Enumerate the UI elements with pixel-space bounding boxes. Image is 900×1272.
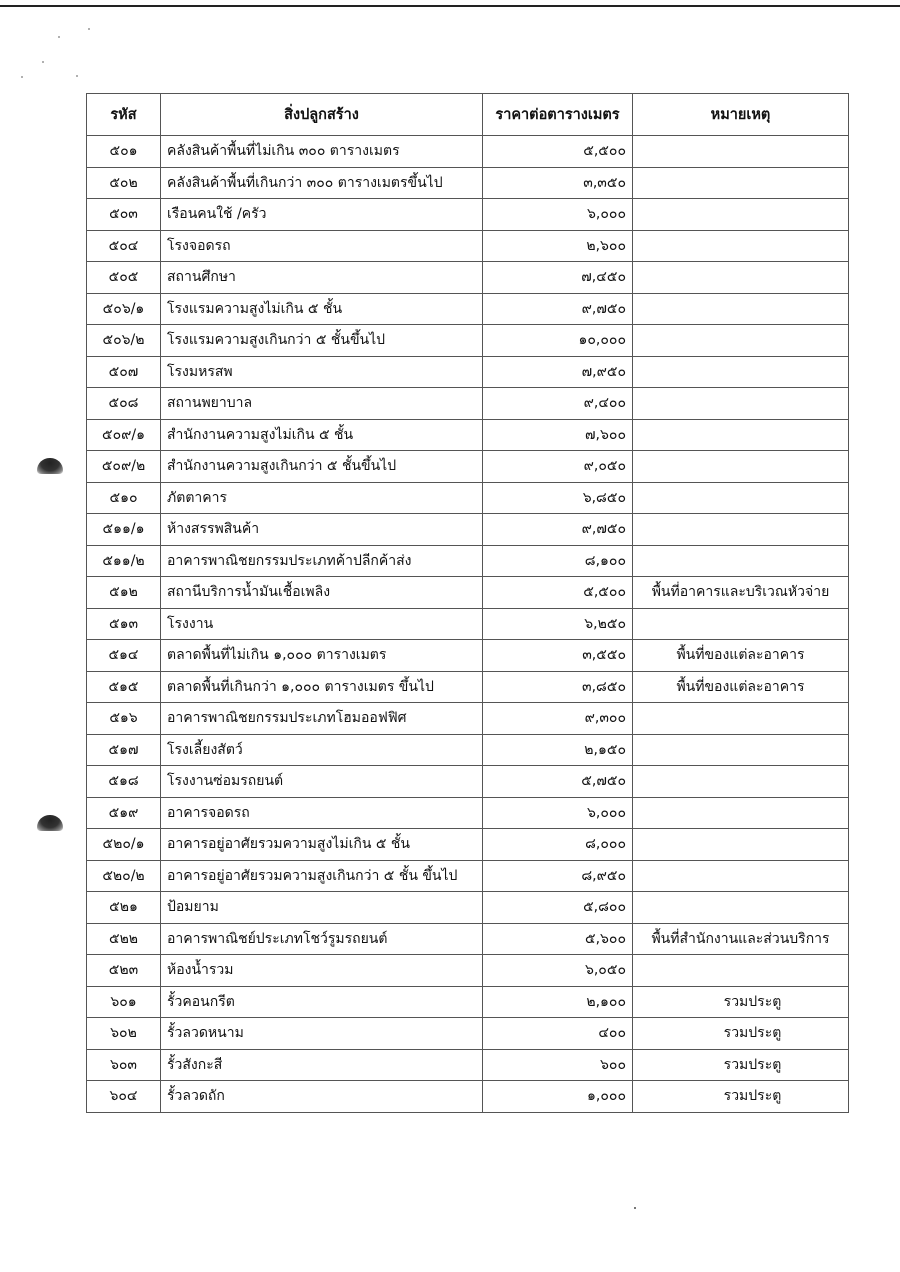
table-row [87, 892, 849, 924]
row-code: ๕๒๑ [87, 892, 161, 924]
scan-speck [21, 76, 23, 78]
row-building-type: โรงมหรสพ [161, 356, 483, 388]
row-building-type: โรงจอดรถ [161, 230, 483, 262]
row-code: ๕๑๗ [87, 734, 161, 766]
row-building-type: ห้างสรรพสินค้า [161, 514, 483, 546]
row-remark: รวมประตู [633, 1049, 849, 1081]
row-price: ๗,๙๕๐ [483, 356, 633, 388]
scan-speck [58, 36, 60, 38]
table-row [87, 860, 849, 892]
row-building-type: อาคารอยู่อาศัยรวมความสูงไม่เกิน ๕ ชั้น [161, 829, 483, 861]
row-remark [633, 860, 849, 892]
table-row [87, 1018, 849, 1050]
row-code: ๕๐๕ [87, 262, 161, 294]
row-price: ๕,๕๐๐ [483, 577, 633, 609]
row-remark [633, 829, 849, 861]
row-building-type: ตลาดพื้นที่ไม่เกิน ๑,๐๐๐ ตารางเมตร [161, 640, 483, 672]
row-code: ๕๑๐ [87, 482, 161, 514]
row-building-type: อาคารอยู่อาศัยรวมความสูงเกินกว่า ๕ ชั้น ขึ้นไป [161, 860, 483, 892]
table-row [87, 986, 849, 1018]
row-remark [633, 703, 849, 735]
row-building-type: อาคารจอดรถ [161, 797, 483, 829]
row-price: ๘,๑๐๐ [483, 545, 633, 577]
row-building-type: รั้วคอนกรีต [161, 986, 483, 1018]
row-price: ๙,๗๕๐ [483, 293, 633, 325]
row-building-type: ตลาดพื้นที่เกินกว่า ๑,๐๐๐ ตารางเมตร ขึ้นไป [161, 671, 483, 703]
table-row [87, 451, 849, 483]
table-row [87, 136, 849, 168]
row-code: ๕๐๖/๒ [87, 325, 161, 357]
row-building-type: สำนักงานความสูงไม่เกิน ๕ ชั้น [161, 419, 483, 451]
row-code: ๕๐๑ [87, 136, 161, 168]
table-row [87, 230, 849, 262]
punch-hole-mark [37, 815, 63, 831]
row-remark [633, 388, 849, 420]
row-remark [633, 545, 849, 577]
row-price: ๒,๑๕๐ [483, 734, 633, 766]
row-price: ๕,๗๕๐ [483, 766, 633, 798]
row-remark [633, 167, 849, 199]
scan-speck [76, 75, 78, 77]
row-price: ๑,๐๐๐ [483, 1081, 633, 1113]
row-code: ๕๐๒ [87, 167, 161, 199]
row-remark [633, 734, 849, 766]
row-remark [633, 451, 849, 483]
table-row [87, 482, 849, 514]
row-price: ๘,๐๐๐ [483, 829, 633, 861]
row-price: ๙,๓๐๐ [483, 703, 633, 735]
row-price: ๓,๘๕๐ [483, 671, 633, 703]
row-building-type: รั้วลวดหนาม [161, 1018, 483, 1050]
row-remark: รวมประตู [633, 1018, 849, 1050]
table-row [87, 545, 849, 577]
table-row [87, 293, 849, 325]
row-building-type: เรือนคนใช้ /ครัว [161, 199, 483, 231]
building-price-table [86, 93, 849, 1113]
row-remark [633, 955, 849, 987]
header-building-type: สิ่งปลูกสร้าง [161, 94, 483, 136]
row-code: ๕๑๘ [87, 766, 161, 798]
row-price: ๙,๔๐๐ [483, 388, 633, 420]
table-header-row [87, 94, 849, 136]
row-remark: พื้นที่อาคารและบริเวณหัวจ่าย [633, 577, 849, 609]
row-code: ๕๒๐/๑ [87, 829, 161, 861]
row-remark: รวมประตู [633, 986, 849, 1018]
table-row [87, 829, 849, 861]
header-price-per-sqm: ราคาต่อตารางเมตร [483, 94, 633, 136]
row-code: ๖๐๔ [87, 1081, 161, 1113]
row-price: ๙,๗๕๐ [483, 514, 633, 546]
row-price: ๕,๘๐๐ [483, 892, 633, 924]
row-remark [633, 356, 849, 388]
row-building-type: โรงแรมความสูงเกินกว่า ๕ ชั้นขึ้นไป [161, 325, 483, 357]
row-building-type: ห้องน้ำรวม [161, 955, 483, 987]
row-code: ๕๐๙/๑ [87, 419, 161, 451]
row-price: ๒,๑๐๐ [483, 986, 633, 1018]
table-row [87, 955, 849, 987]
table-row [87, 608, 849, 640]
row-building-type: โรงงานซ่อมรถยนต์ [161, 766, 483, 798]
row-code: ๕๐๘ [87, 388, 161, 420]
table-row [87, 1049, 849, 1081]
row-building-type: อาคารพาณิชย์ประเภทโชว์รูมรถยนต์ [161, 923, 483, 955]
row-code: ๕๐๖/๑ [87, 293, 161, 325]
row-code: ๕๒๓ [87, 955, 161, 987]
row-building-type: รั้วลวดถัก [161, 1081, 483, 1113]
table-row [87, 514, 849, 546]
table-row [87, 199, 849, 231]
row-building-type: คลังสินค้าพื้นที่ไม่เกิน ๓๐๐ ตารางเมตร [161, 136, 483, 168]
row-remark: พื้นที่ของแต่ละอาคาร [633, 671, 849, 703]
row-price: ๔๐๐ [483, 1018, 633, 1050]
row-code: ๕๒๐/๒ [87, 860, 161, 892]
row-code: ๕๑๒ [87, 577, 161, 609]
scan-speck [88, 28, 90, 30]
row-price: ๓,๕๕๐ [483, 640, 633, 672]
row-remark [633, 419, 849, 451]
table-row [87, 797, 849, 829]
row-remark [633, 136, 849, 168]
scan-speck [42, 61, 44, 63]
row-price: ๘,๙๕๐ [483, 860, 633, 892]
row-price: ๖,๐๕๐ [483, 955, 633, 987]
table-row [87, 671, 849, 703]
row-building-type: สถานีบริการน้ำมันเชื้อเพลิง [161, 577, 483, 609]
punch-hole-mark [37, 458, 63, 474]
row-building-type: โรงงาน [161, 608, 483, 640]
row-remark [633, 199, 849, 231]
row-building-type: ภัตตาคาร [161, 482, 483, 514]
row-code: ๕๑๕ [87, 671, 161, 703]
row-code: ๕๐๔ [87, 230, 161, 262]
row-remark [633, 262, 849, 294]
row-code: ๕๒๒ [87, 923, 161, 955]
row-building-type: สถานศึกษา [161, 262, 483, 294]
row-price: ๕,๕๐๐ [483, 136, 633, 168]
row-price: ๖,๒๕๐ [483, 608, 633, 640]
row-remark: พื้นที่ของแต่ละอาคาร [633, 640, 849, 672]
header-remark: หมายเหตุ [633, 94, 849, 136]
row-price: ๒,๖๐๐ [483, 230, 633, 262]
row-building-type: โรงเลี้ยงสัตว์ [161, 734, 483, 766]
row-code: ๕๑๑/๑ [87, 514, 161, 546]
row-price: ๖,๐๐๐ [483, 797, 633, 829]
row-remark [633, 230, 849, 262]
table-row [87, 262, 849, 294]
row-code: ๕๑๓ [87, 608, 161, 640]
row-code: ๕๑๑/๒ [87, 545, 161, 577]
table-row [87, 356, 849, 388]
row-code: ๕๑๙ [87, 797, 161, 829]
top-scan-border [0, 5, 900, 7]
row-code: ๕๐๙/๒ [87, 451, 161, 483]
row-price: ๑๐,๐๐๐ [483, 325, 633, 357]
table-row [87, 325, 849, 357]
row-remark [633, 797, 849, 829]
row-building-type: สถานพยาบาล [161, 388, 483, 420]
header-code: รหัส [87, 94, 161, 136]
row-price: ๖,๘๕๐ [483, 482, 633, 514]
row-price: ๖๐๐ [483, 1049, 633, 1081]
row-remark: พื้นที่สำนักงานและส่วนบริการ [633, 923, 849, 955]
row-code: ๕๑๖ [87, 703, 161, 735]
row-remark [633, 608, 849, 640]
row-code: ๖๐๑ [87, 986, 161, 1018]
table-row [87, 703, 849, 735]
scan-speck [634, 1207, 636, 1209]
row-building-type: สำนักงานความสูงเกินกว่า ๕ ชั้นขึ้นไป [161, 451, 483, 483]
row-building-type: รั้วสังกะสี [161, 1049, 483, 1081]
table-row [87, 923, 849, 955]
row-code: ๕๑๔ [87, 640, 161, 672]
row-remark [633, 482, 849, 514]
row-code: ๕๐๗ [87, 356, 161, 388]
row-remark [633, 514, 849, 546]
row-building-type: โรงแรมความสูงไม่เกิน ๕ ชั้น [161, 293, 483, 325]
row-price: ๕,๖๐๐ [483, 923, 633, 955]
row-price: ๗,๔๕๐ [483, 262, 633, 294]
row-code: ๖๐๓ [87, 1049, 161, 1081]
row-code: ๖๐๒ [87, 1018, 161, 1050]
table-row [87, 388, 849, 420]
row-price: ๗,๖๐๐ [483, 419, 633, 451]
table-row [87, 766, 849, 798]
row-remark [633, 293, 849, 325]
row-building-type: อาคารพาณิชยกรรมประเภทค้าปลีกค้าส่ง [161, 545, 483, 577]
row-price: ๓,๓๕๐ [483, 167, 633, 199]
table-row [87, 734, 849, 766]
table-row [87, 577, 849, 609]
row-remark [633, 892, 849, 924]
row-remark [633, 325, 849, 357]
row-building-type: ป้อมยาม [161, 892, 483, 924]
table-row [87, 1081, 849, 1113]
row-building-type: อาคารพาณิชยกรรมประเภทโฮมออฟฟิศ [161, 703, 483, 735]
row-remark: รวมประตู [633, 1081, 849, 1113]
row-code: ๕๐๓ [87, 199, 161, 231]
table-row [87, 167, 849, 199]
table-row [87, 640, 849, 672]
row-remark [633, 766, 849, 798]
row-building-type: คลังสินค้าพื้นที่เกินกว่า ๓๐๐ ตารางเมตรขึ้นไป [161, 167, 483, 199]
table-row [87, 419, 849, 451]
row-price: ๖,๐๐๐ [483, 199, 633, 231]
row-price: ๙,๐๕๐ [483, 451, 633, 483]
